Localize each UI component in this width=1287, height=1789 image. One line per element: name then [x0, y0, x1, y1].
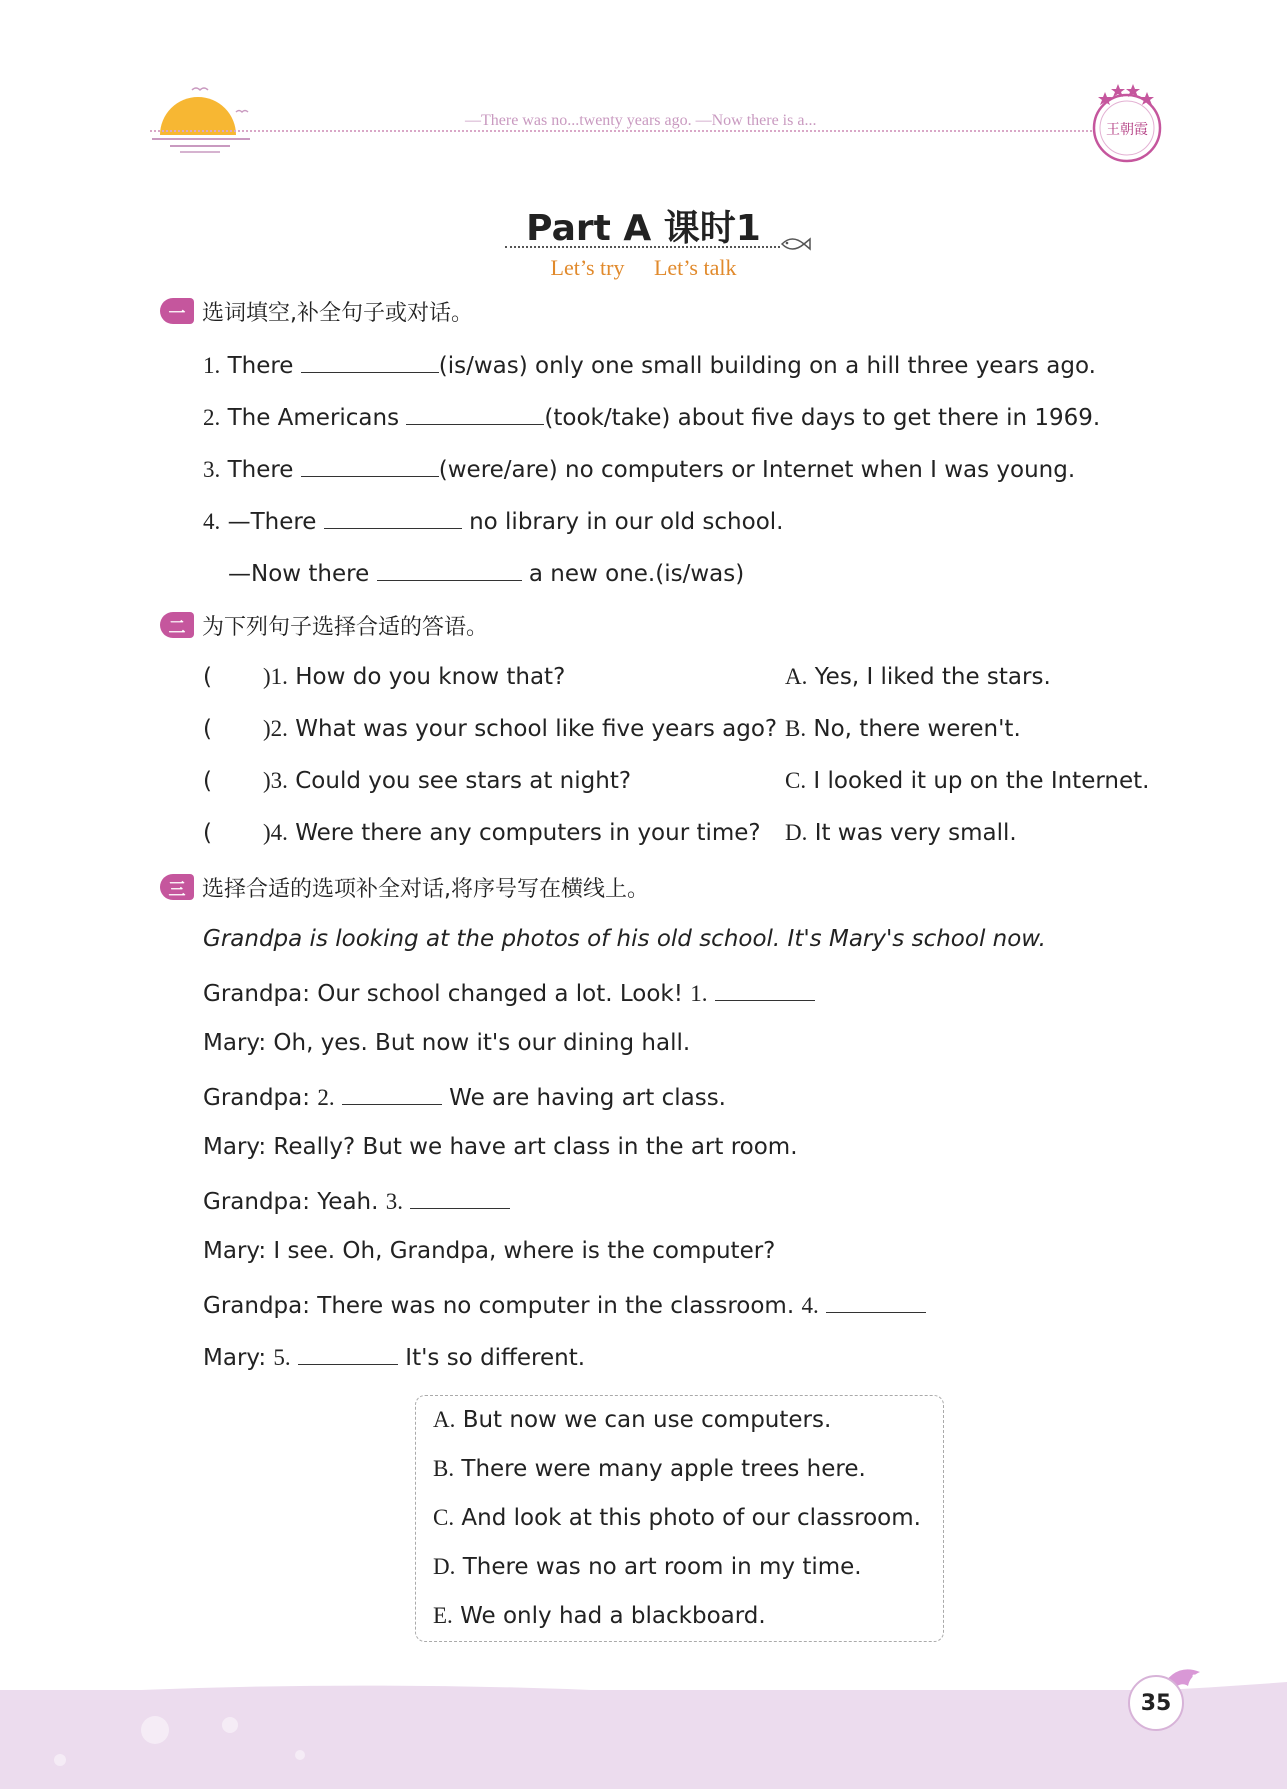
question-number: )3.	[263, 768, 288, 793]
option-text: We only had a blackboard.	[460, 1603, 766, 1629]
dialogue-line-3	[203, 1082, 726, 1111]
dialogue-text: Mary: I see. Oh, Grandpa, where is the computer?	[203, 1238, 776, 1264]
question-number: )2.	[263, 716, 288, 741]
section-1-instruction: 选词填空,补全句子或对话。	[202, 300, 473, 326]
dialogue-text: Grandpa:	[203, 1085, 318, 1111]
s1-item-text-after: no library in our old school.	[469, 509, 784, 535]
question-text: How do you know that?	[295, 664, 566, 690]
s1-item-number: 1.	[203, 353, 221, 378]
dialogue-text: Grandpa: There was no computer in the classroom.	[203, 1293, 802, 1319]
section-3-instruction: 选择合适的选项补全对话,将序号写在横线上。	[202, 876, 649, 902]
option-item-e	[433, 1603, 766, 1629]
option-text: But now we can use computers.	[462, 1407, 832, 1433]
s1-item-text-before: —There	[227, 509, 317, 535]
answer-blank[interactable]	[324, 506, 462, 529]
option-text: No, there weren't.	[813, 716, 1021, 742]
answer-blank[interactable]	[301, 454, 439, 477]
header-divider	[150, 130, 1100, 132]
s1-item-number: 2.	[203, 405, 221, 430]
blank-number: 3.	[385, 1189, 403, 1214]
option-letter: C.	[785, 768, 807, 793]
option-text: There was no art room in my time.	[462, 1554, 862, 1580]
dialogue-text-after: We are having art class.	[441, 1085, 726, 1111]
question-text: Could you see stars at night?	[295, 768, 632, 794]
dialogue-intro: Grandpa is looking at the photos of his old school. It's Mary's school now.	[203, 926, 1046, 952]
answer-paren[interactable]: (	[203, 820, 212, 846]
s1-item-text-before: The Americans	[227, 405, 400, 431]
header-running-text: —There was no...twenty years ago. —Now there is a...	[465, 112, 817, 129]
s1-item-number: 3.	[203, 457, 221, 482]
answer-blank[interactable]	[377, 558, 522, 581]
dialogue-line-6	[203, 1238, 775, 1264]
dialogue-text: Mary: Really? But we have art class in the art room.	[203, 1134, 798, 1160]
s1-item-1	[203, 350, 1096, 379]
answer-blank[interactable]	[342, 1082, 442, 1105]
answer-blank[interactable]	[715, 978, 815, 1001]
option-letter: D.	[785, 820, 808, 845]
option-item-a	[433, 1407, 831, 1433]
subtitle-lets-talk: Let’s talk	[653, 255, 737, 280]
answer-paren[interactable]: (	[203, 664, 212, 690]
dialogue-line-2	[203, 1030, 690, 1056]
answer-paren[interactable]: (	[203, 716, 212, 742]
s1-item-text-after: a new one.(is/was)	[528, 561, 745, 587]
s1-item-4-reply	[228, 558, 744, 587]
s2-question-1	[203, 664, 565, 690]
option-letter: A.	[785, 664, 808, 689]
fish-icon	[778, 234, 812, 254]
dialogue-line-4	[203, 1134, 798, 1160]
dialogue-line-7	[203, 1290, 926, 1319]
dialogue-text: Grandpa: Our school changed a lot. Look!	[203, 981, 691, 1007]
answer-paren[interactable]: (	[203, 768, 212, 794]
question-text: Were there any computers in your time?	[295, 820, 761, 846]
sunset-icon	[150, 80, 260, 155]
question-number: )4.	[263, 820, 288, 845]
blank-number: 5.	[273, 1345, 291, 1370]
answer-blank[interactable]	[410, 1186, 510, 1209]
option-letter: B.	[433, 1456, 455, 1481]
option-text: And look at this photo of our classroom.	[461, 1505, 921, 1531]
option-letter: B.	[785, 716, 807, 741]
s2-option-a	[785, 664, 1051, 690]
option-letter: D.	[433, 1554, 456, 1579]
answer-blank[interactable]	[298, 1342, 398, 1365]
dialogue-line-5	[203, 1186, 510, 1215]
answer-blank[interactable]	[826, 1290, 926, 1313]
question-text: What was your school like five years ago?	[295, 716, 778, 742]
section-2-badge: 二	[160, 612, 194, 638]
s2-option-c	[785, 768, 1149, 794]
s1-item-text-after: (took/take) about five days to get there in 1969.	[544, 405, 1101, 431]
answer-blank[interactable]	[406, 402, 544, 425]
s1-item-2	[203, 402, 1100, 431]
title-underline	[505, 246, 780, 248]
s2-option-b	[785, 716, 1021, 742]
s2-question-2	[203, 716, 777, 742]
s1-item-number: 4.	[203, 509, 221, 534]
question-number: )1.	[263, 664, 288, 689]
blank-number: 4.	[801, 1293, 819, 1318]
section-3-badge: 三	[160, 874, 194, 900]
option-item-d	[433, 1554, 862, 1580]
option-text: I looked it up on the Internet.	[813, 768, 1150, 794]
section-1-header	[160, 296, 473, 326]
option-text: There were many apple trees here.	[461, 1456, 866, 1482]
s1-item-text-before: —Now there	[228, 561, 370, 587]
section-3-header	[160, 872, 649, 902]
option-text: It was very small.	[814, 820, 1017, 846]
option-letter: C.	[433, 1505, 455, 1530]
publisher-logo	[1085, 78, 1170, 170]
subtitle-lets-try: Let’s try	[550, 255, 625, 280]
blank-number: 2.	[317, 1085, 335, 1110]
option-letter: E.	[433, 1603, 453, 1628]
option-letter: A.	[433, 1407, 456, 1432]
s2-question-3	[203, 768, 631, 794]
blank-number: 1.	[690, 981, 708, 1006]
dialogue-text: Mary: Oh, yes. But now it's our dining hall.	[203, 1030, 691, 1056]
s1-item-3	[203, 454, 1075, 483]
s1-item-text-after: (is/was) only one small building on a hill three years ago.	[438, 353, 1096, 379]
dialogue-text-after: It's so different.	[397, 1345, 586, 1371]
s1-item-text-before: There	[227, 353, 294, 379]
page-title: Part A 课时1	[526, 208, 761, 249]
section-1-badge: 一	[160, 298, 194, 324]
page-number: 35	[1128, 1675, 1184, 1731]
option-item-b	[433, 1456, 866, 1482]
s2-question-4	[203, 820, 761, 846]
dialogue-text: Grandpa: Yeah.	[203, 1189, 386, 1215]
s1-item-4	[203, 506, 783, 535]
s2-option-d	[785, 820, 1017, 846]
dialogue-text: Mary:	[203, 1345, 274, 1371]
dialogue-line-8	[203, 1342, 585, 1371]
lesson-subtitle	[0, 255, 1287, 281]
answer-blank[interactable]	[301, 350, 439, 373]
dialogue-line-1	[203, 978, 815, 1007]
footer-bubbles	[0, 1700, 400, 1789]
logo-text: 王朝霞	[1106, 122, 1148, 138]
option-text: Yes, I liked the stars.	[814, 664, 1051, 690]
option-item-c	[433, 1505, 921, 1531]
section-2-header	[160, 610, 488, 640]
section-2-instruction: 为下列句子选择合适的答语。	[202, 614, 489, 640]
s1-item-text-after: (were/are) no computers or Internet when I was young.	[438, 457, 1076, 483]
s1-item-text-before: There	[227, 457, 294, 483]
